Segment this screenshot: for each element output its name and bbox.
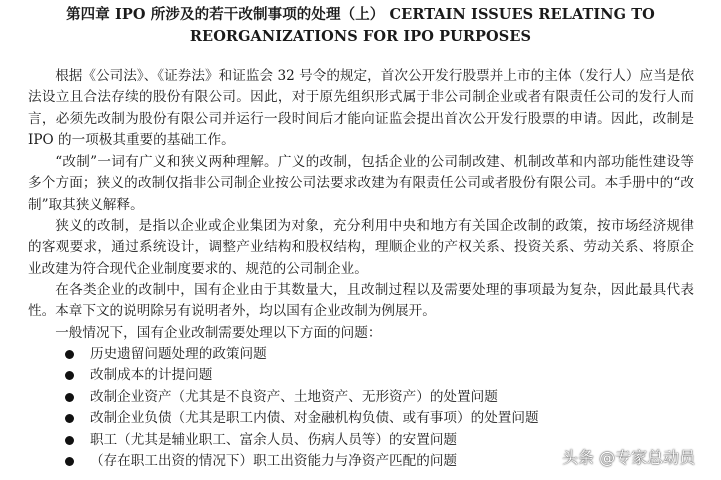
bullet-icon [65, 350, 74, 359]
bullet-icon [65, 436, 74, 445]
list-item-text: 历史遗留问题处理的政策问题 [90, 346, 267, 362]
list-item-text: 改制企业负债（尤其是职工内债、对金融机构负债、或有事项）的处置问题 [90, 410, 539, 427]
list-item [60, 387, 539, 408]
list-item-text: 改制成本的计提问题 [90, 367, 213, 384]
issues-bullet-list [60, 344, 539, 472]
bullet-icon [65, 371, 74, 380]
list-item-text: 改制企业资产（尤其是不良资产、土地资产、无形资产）的处置问题 [90, 388, 498, 405]
list-item [60, 344, 539, 365]
list-item [60, 451, 539, 472]
bullet-icon [65, 414, 74, 423]
paragraph-reform-definition: “改制”一词有广义和狭义两种理解。广义的改制，包括企业的公司制改建、机制改革和内部功能性建设等多个方面；狭义的改制仅指非公司制企业按公司法要求改建为有限责任公司或者股份有限公司。本手册中的“改制”取其狭义解释。 [28, 154, 694, 213]
paragraph-issues-intro: 一般情况下，国有企业改制需要处理以下方面的问题： [55, 325, 382, 341]
chapter-title-line-1: 第四章 IPO 所涉及的若干改制事项的处理（上） CERTAIN ISSUES RELATING TO [66, 6, 655, 23]
list-item-text: 职工（尤其是辅业职工、富余人员、伤病人员等）的安置问题 [90, 431, 458, 448]
paragraph-ipo-subject: 根据《公司法》、《证券法》和证监会 32 号令的规定，首次公开发行股票并上市的主体（发行人）应当是依法设立且合法存续的股份有限公司。因此，对于原先组织形式属于非公司制企业或者有限责任公司的发行人而言，必须先改制为股份有限公司并运行一段时间后才能向证监会提出首次公开发行股票的申请。因此，改制是 IPO 的一项极其重要的基础工作。 [28, 68, 694, 149]
bullet-icon [65, 457, 74, 466]
list-item [60, 408, 539, 429]
watermark: 头条 @专家总动员 [562, 448, 696, 467]
bullet-icon [65, 393, 74, 402]
paragraph-narrow-reform: 狭义的改制，是指以企业或企业集团为对象，充分利用中央和地方有关国企改制的政策，按市场经济规律的客观要求，通过系统设计，调整产业结构和股权结构，理顺企业的产权关系、投资关系、劳动关系、将原企业改建为符合现代企业制度要求的、规范的公司制企业。 [28, 218, 694, 277]
paragraph-state-owned: 在各类企业的改制中，国有企业由于其数量大，且改制过程以及需要处理的事项最为复杂，因此最具代表性。本章下文的说明除另有说明者外，均以国有企业改制为例展开。 [28, 282, 694, 320]
list-item-text: （存在职工出资的情况下）职工出资能力与净资产匹配的问题 [90, 453, 458, 470]
list-item [60, 365, 539, 386]
chapter-title-line-2: REORGANIZATIONS FOR IPO PURPOSES [189, 28, 532, 45]
list-item [60, 430, 539, 451]
